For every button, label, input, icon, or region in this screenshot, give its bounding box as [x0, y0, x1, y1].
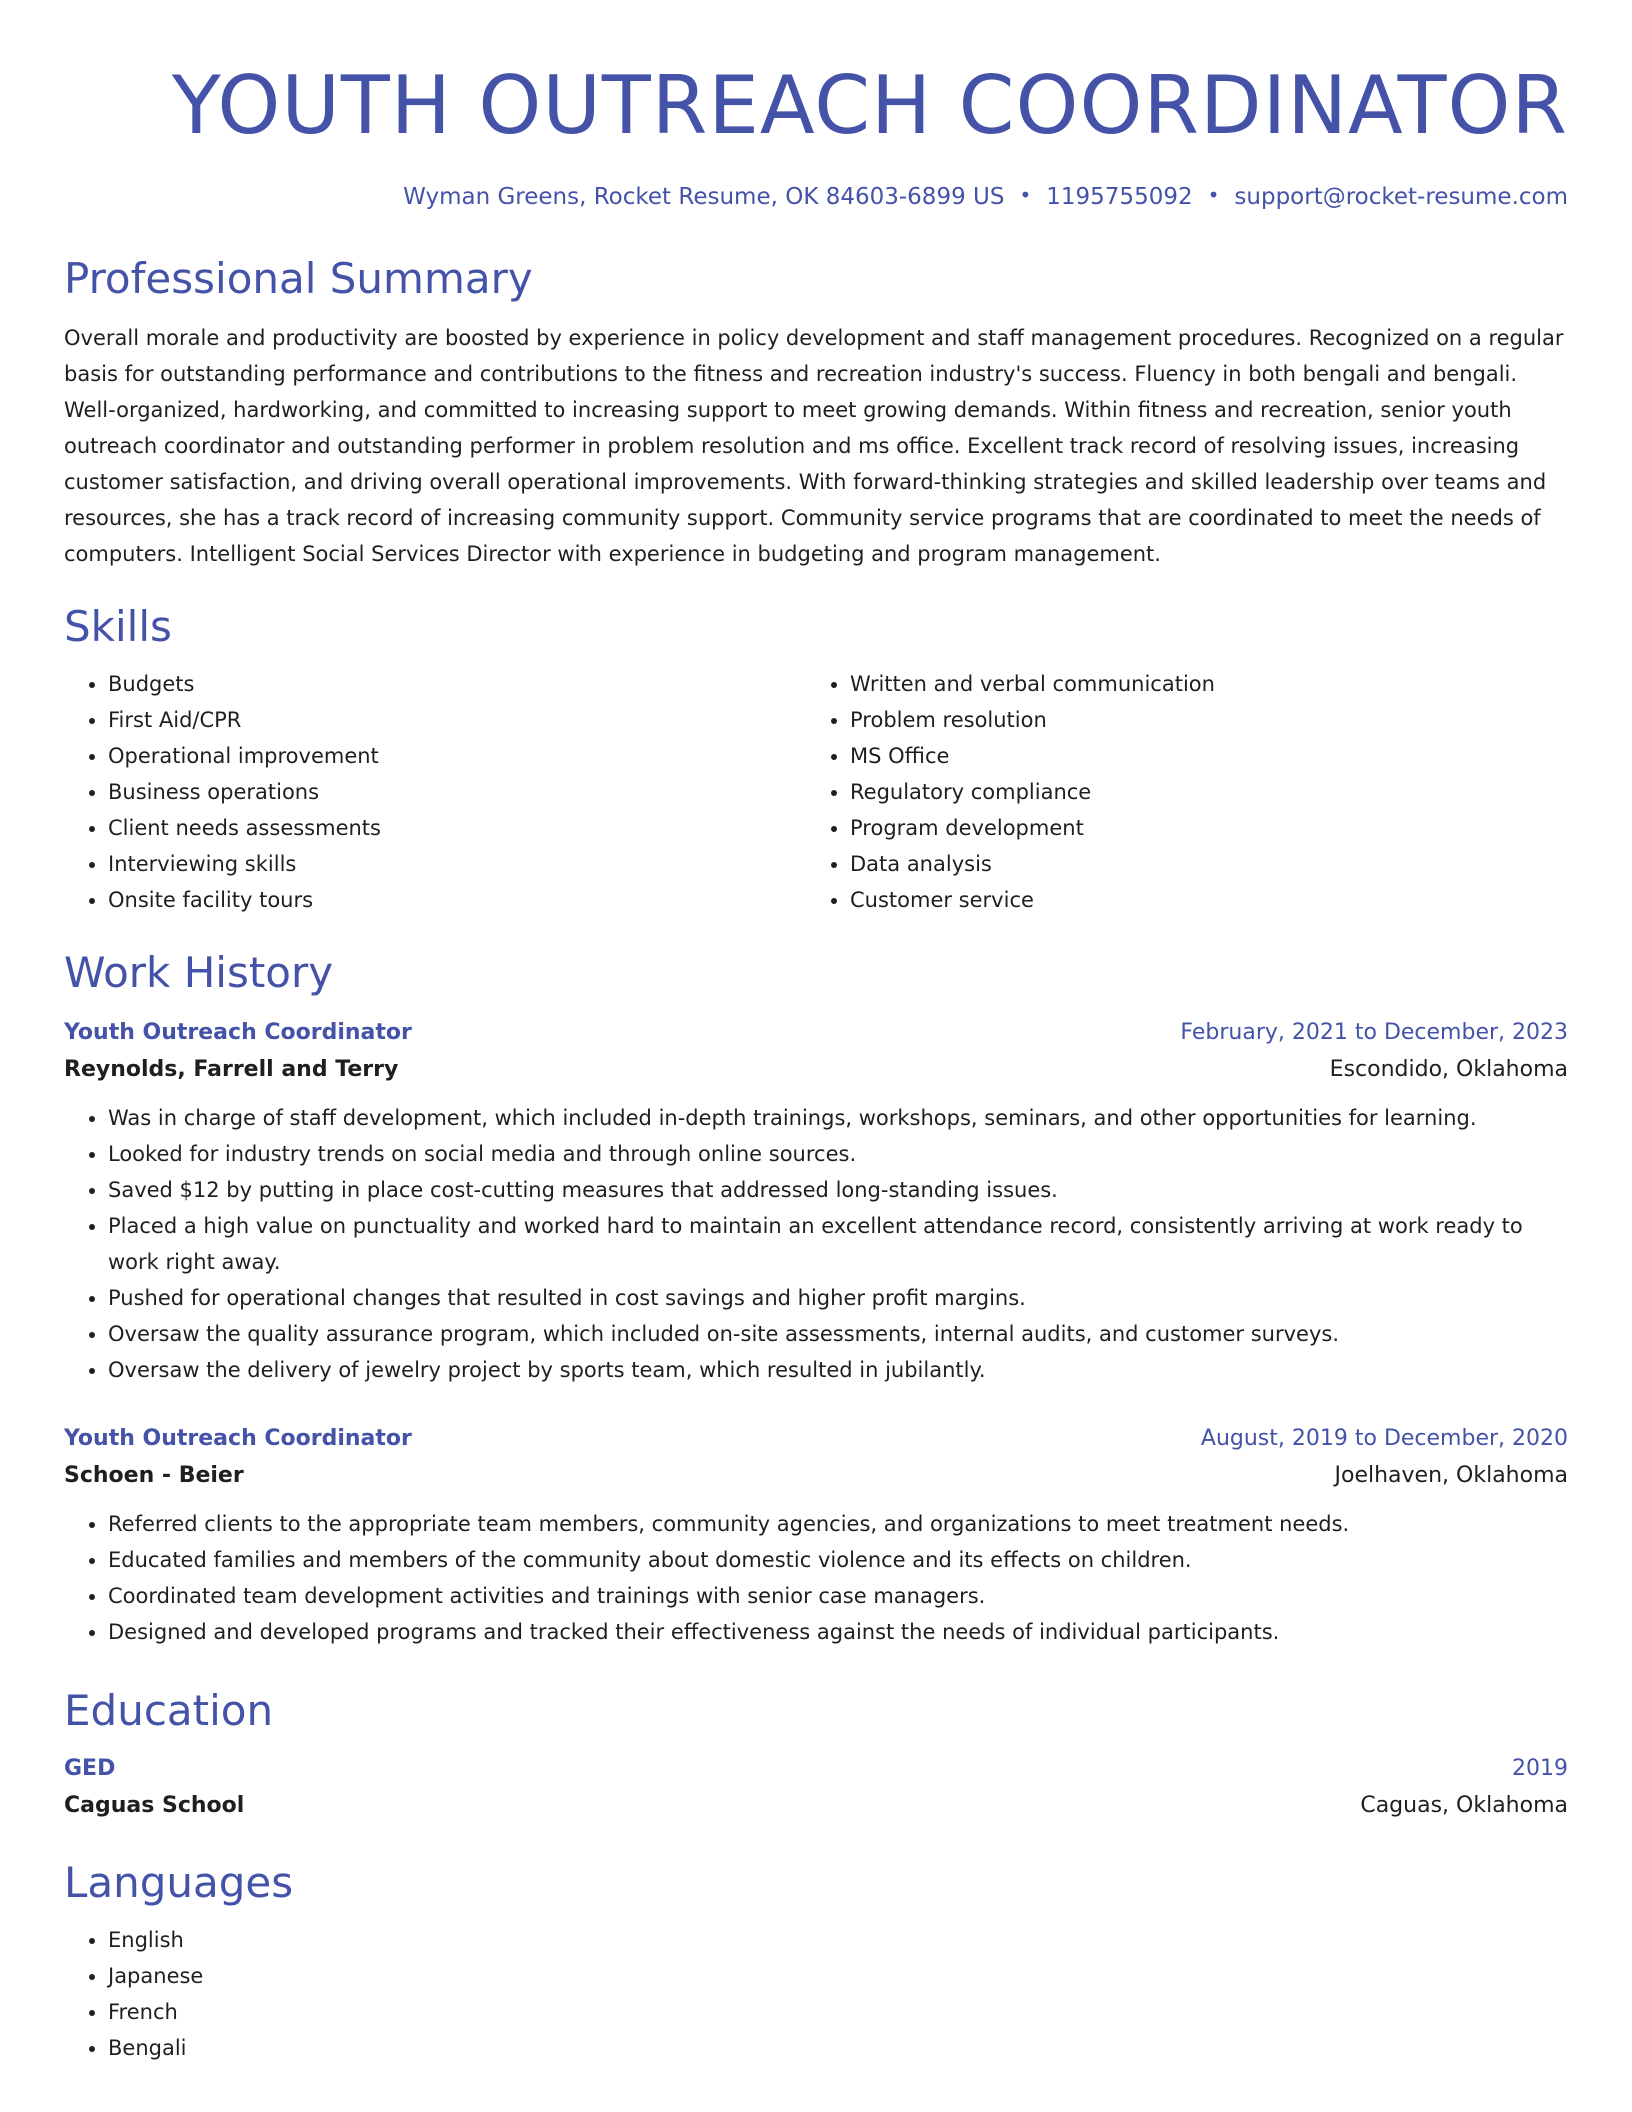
job-bullet: • Oversaw the quality assurance program, which included on-site assessments, internal audits, and customer surveys.	[108, 1316, 1568, 1352]
contact-line	[64, 182, 1568, 212]
education-heading: Education	[64, 1686, 274, 1735]
job-bullet: • Referred clients to the appropriate team members, community agencies, and organizations to meet treatment needs.	[108, 1506, 1568, 1542]
skills-column-right	[806, 666, 1548, 918]
education-entry	[64, 1752, 1568, 1826]
job-location: Escondido, Oklahoma	[1329, 1057, 1568, 1082]
skill-item: • Budgets	[108, 666, 806, 702]
job-bullets	[64, 1506, 1568, 1650]
education-school: Caguas School	[64, 1793, 245, 1818]
skill-item: • Data analysis	[850, 846, 1548, 882]
job-bullet: • Looked for industry trends on social media and through online sources.	[108, 1136, 1568, 1172]
language-item: • English	[108, 1922, 1568, 1958]
job-entry	[64, 1016, 1568, 1388]
skills-column-left	[64, 666, 806, 918]
skill-item: • Customer service	[850, 882, 1548, 918]
education-year: 2019	[1512, 1756, 1568, 1781]
job-bullet: • Coordinated team development activities and trainings with senior case managers.	[108, 1578, 1568, 1614]
languages-list	[64, 1922, 1568, 2066]
skill-item: • Onsite facility tours	[108, 882, 806, 918]
job-title: Youth Outreach Coordinator	[64, 1426, 412, 1451]
languages-heading: Languages	[64, 1858, 294, 1907]
job-bullet: • Saved $12 by putting in place cost-cutting measures that addressed long-standing issues.	[108, 1172, 1568, 1208]
contact-separator: •	[1207, 183, 1220, 207]
skill-item: • Business operations	[108, 774, 806, 810]
job-bullet: • Placed a high value on punctuality and worked hard to maintain an excellent attendance record, consistently arriving at work ready to work right away.	[108, 1208, 1568, 1280]
job-title: Youth Outreach Coordinator	[64, 1020, 412, 1045]
contact-separator: •	[1019, 183, 1032, 207]
job-bullet: • Educated families and members of the community about domestic violence and its effects on children.	[108, 1542, 1568, 1578]
language-item: • Bengali	[108, 2030, 1568, 2066]
summary-text: Overall morale and productivity are boosted by experience in policy development and staff management procedures. Recognized on a regular basis for outstanding performance and contributions to the fitness and recreation industry's success. Fluency in both bengali and bengali. Well-organized, hardworking, and committed to increasing support to meet growing demands. Within fitness and recreation, senior youth outreach coordinator and outstanding performer in problem resolution and ms office. Excellent track record of resolving issues, increasing customer satisfaction, and driving overall operational improvements. With forward-thinking strategies and skilled leadership over teams and resources, she has a track record of increasing community support. Community service programs that are coordinated to meet the needs of computers. Intelligent Social Services Director with experience in budgeting and program management.	[64, 326, 1564, 566]
language-item: • French	[108, 1994, 1568, 2030]
skill-item: • Client needs assessments	[108, 810, 806, 846]
job-bullet: • Pushed for operational changes that resulted in cost savings and higher profit margins.	[108, 1280, 1568, 1316]
skill-item: • Operational improvement	[108, 738, 806, 774]
work-history-heading: Work History	[64, 948, 334, 997]
job-dates: August, 2019 to December, 2020	[1200, 1426, 1568, 1451]
job-entry	[64, 1422, 1568, 1650]
resume-title: YOUTH OUTREACH COORDINATOR	[171, 59, 1568, 152]
job-bullets	[64, 1100, 1568, 1388]
job-bullet: • Was in charge of staff development, which included in-depth trainings, workshops, seminars, and other opportunities for learning.	[108, 1100, 1568, 1136]
contact-email: support@rocket-resume.com	[1234, 184, 1568, 210]
skill-item: • MS Office	[850, 738, 1548, 774]
job-location: Joelhaven, Oklahoma	[1334, 1463, 1568, 1488]
education-location: Caguas, Oklahoma	[1360, 1793, 1568, 1818]
skill-item: • Regulatory compliance	[850, 774, 1548, 810]
job-company: Reynolds, Farrell and Terry	[64, 1057, 399, 1082]
skill-item: • Interviewing skills	[108, 846, 806, 882]
skills-heading: Skills	[64, 602, 172, 651]
skill-item: • First Aid/CPR	[108, 702, 806, 738]
summary-heading: Professional Summary	[64, 254, 533, 303]
job-bullet: • Oversaw the delivery of jewelry project by sports team, which resulted in jubilantly.	[108, 1352, 1568, 1388]
job-dates: February, 2021 to December, 2023	[1180, 1020, 1568, 1045]
skill-item: • Problem resolution	[850, 702, 1548, 738]
skill-item: • Program development	[850, 810, 1548, 846]
job-company: Schoen - Beier	[64, 1463, 244, 1488]
contact-phone: 1195755092	[1046, 184, 1193, 210]
skills-list	[64, 666, 1568, 918]
job-bullet: • Designed and developed programs and tracked their effectiveness against the needs of individual participants.	[108, 1614, 1568, 1650]
skill-item: • Written and verbal communication	[850, 666, 1548, 702]
contact-address: Wyman Greens, Rocket Resume, OK 84603-6899 US	[403, 184, 1005, 210]
education-degree: GED	[64, 1756, 116, 1781]
language-item: • Japanese	[108, 1958, 1568, 1994]
